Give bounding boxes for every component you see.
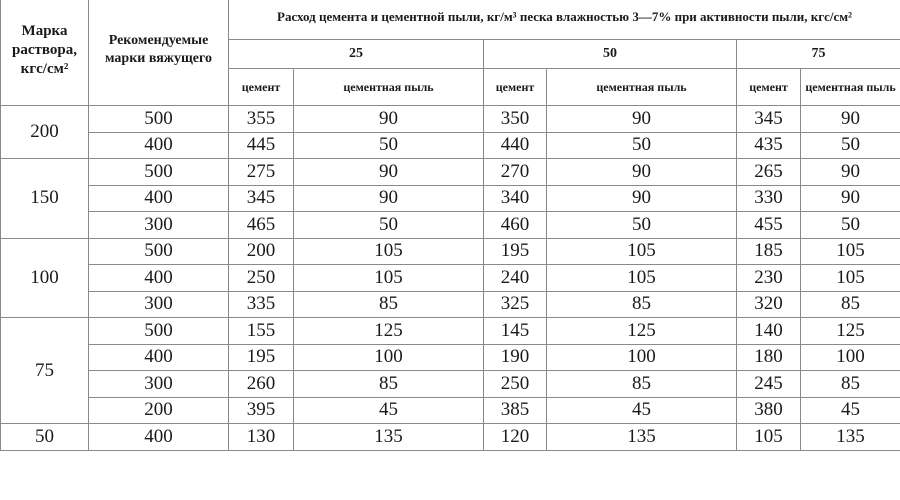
dust-75-cell: 135 [801,424,900,451]
header-activity-75: 75 [737,40,900,69]
mortar-grade-cell: 100 [1,238,89,318]
header-activity-25: 25 [229,40,484,69]
table-row [1,106,900,133]
header-cement: цемент [737,69,801,106]
table-row [1,159,900,186]
cement-25-cell: 345 [229,185,294,212]
table-row [1,185,900,212]
dust-50-cell: 135 [547,424,737,451]
mortar-grade-cell: 75 [1,318,89,424]
binder-grade-cell: 400 [89,185,229,212]
cement-75-cell: 140 [737,318,801,345]
dust-25-cell: 105 [294,238,484,265]
dust-75-cell: 85 [801,291,900,318]
cement-25-cell: 200 [229,238,294,265]
binder-grade-cell: 500 [89,238,229,265]
dust-25-cell: 125 [294,318,484,345]
dust-25-cell: 135 [294,424,484,451]
cement-50-cell: 340 [484,185,547,212]
header-cement: цемент [484,69,547,106]
table-row [1,397,900,424]
binder-grade-cell: 400 [89,265,229,292]
binder-grade-cell: 300 [89,371,229,398]
cement-75-cell: 245 [737,371,801,398]
dust-50-cell: 90 [547,106,737,133]
dust-25-cell: 85 [294,291,484,318]
dust-75-cell: 50 [801,212,900,239]
table-row [1,318,900,345]
cement-50-cell: 270 [484,159,547,186]
cement-50-cell: 240 [484,265,547,292]
cement-25-cell: 445 [229,132,294,159]
dust-50-cell: 85 [547,291,737,318]
dust-25-cell: 90 [294,159,484,186]
dust-25-cell: 105 [294,265,484,292]
table-row [1,291,900,318]
dust-75-cell: 90 [801,106,900,133]
cement-50-cell: 195 [484,238,547,265]
cement-75-cell: 230 [737,265,801,292]
cement-50-cell: 385 [484,397,547,424]
dust-50-cell: 45 [547,397,737,424]
table-header [1,0,900,106]
cement-25-cell: 195 [229,344,294,371]
header-consumption: Расход цемента и цементной пыли, кг/м³ песка влажностью 3—7% при активности пыли, кгс/см² [229,0,900,40]
binder-grade-cell: 400 [89,132,229,159]
dust-25-cell: 50 [294,212,484,239]
cement-75-cell: 330 [737,185,801,212]
cement-50-cell: 250 [484,371,547,398]
cement-25-cell: 155 [229,318,294,345]
dust-75-cell: 105 [801,238,900,265]
cement-50-cell: 145 [484,318,547,345]
binder-grade-cell: 500 [89,318,229,345]
cement-25-cell: 275 [229,159,294,186]
cement-75-cell: 380 [737,397,801,424]
dust-50-cell: 105 [547,238,737,265]
cement-75-cell: 455 [737,212,801,239]
binder-grade-cell: 400 [89,424,229,451]
cement-25-cell: 395 [229,397,294,424]
mortar-grade-cell: 150 [1,159,89,239]
cement-75-cell: 435 [737,132,801,159]
header-cement-dust: цементная пыль [547,69,737,106]
cement-50-cell: 325 [484,291,547,318]
mortar-grade-cell: 200 [1,106,89,159]
cement-50-cell: 440 [484,132,547,159]
cement-75-cell: 345 [737,106,801,133]
cement-75-cell: 180 [737,344,801,371]
dust-50-cell: 50 [547,132,737,159]
dust-75-cell: 45 [801,397,900,424]
dust-50-cell: 90 [547,159,737,186]
header-binder-grade: Рекомендуемые марки вяжущего [89,0,229,106]
binder-grade-cell: 500 [89,106,229,133]
table-row [1,212,900,239]
binder-grade-cell: 300 [89,212,229,239]
dust-50-cell: 90 [547,185,737,212]
table-row [1,265,900,292]
cement-75-cell: 105 [737,424,801,451]
dust-75-cell: 90 [801,185,900,212]
header-cement-dust: цементная пыль [801,69,900,106]
table-row [1,424,900,451]
cement-75-cell: 185 [737,238,801,265]
cement-75-cell: 265 [737,159,801,186]
dust-50-cell: 100 [547,344,737,371]
mortar-grade-cell: 50 [1,424,89,451]
table-row [1,371,900,398]
cement-50-cell: 190 [484,344,547,371]
table-body [1,106,900,451]
dust-25-cell: 45 [294,397,484,424]
table-row [1,238,900,265]
cement-50-cell: 350 [484,106,547,133]
binder-grade-cell: 400 [89,344,229,371]
cement-50-cell: 120 [484,424,547,451]
dust-25-cell: 50 [294,132,484,159]
dust-75-cell: 125 [801,318,900,345]
cement-25-cell: 465 [229,212,294,239]
cement-25-cell: 335 [229,291,294,318]
dust-25-cell: 100 [294,344,484,371]
header-mortar-grade: Марка раствора, кгс/см² [1,0,89,106]
table-row [1,344,900,371]
dust-50-cell: 85 [547,371,737,398]
cement-75-cell: 320 [737,291,801,318]
dust-25-cell: 85 [294,371,484,398]
cement-25-cell: 250 [229,265,294,292]
dust-75-cell: 85 [801,371,900,398]
dust-25-cell: 90 [294,185,484,212]
header-cement-dust: цементная пыль [294,69,484,106]
dust-50-cell: 105 [547,265,737,292]
cement-25-cell: 130 [229,424,294,451]
binder-grade-cell: 500 [89,159,229,186]
cement-50-cell: 460 [484,212,547,239]
dust-75-cell: 100 [801,344,900,371]
dust-50-cell: 50 [547,212,737,239]
dust-75-cell: 105 [801,265,900,292]
cement-25-cell: 355 [229,106,294,133]
dust-25-cell: 90 [294,106,484,133]
cement-25-cell: 260 [229,371,294,398]
dust-75-cell: 90 [801,159,900,186]
binder-grade-cell: 200 [89,397,229,424]
dust-50-cell: 125 [547,318,737,345]
header-activity-50: 50 [484,40,737,69]
header-cement: цемент [229,69,294,106]
table-row [1,132,900,159]
binder-grade-cell: 300 [89,291,229,318]
dust-75-cell: 50 [801,132,900,159]
